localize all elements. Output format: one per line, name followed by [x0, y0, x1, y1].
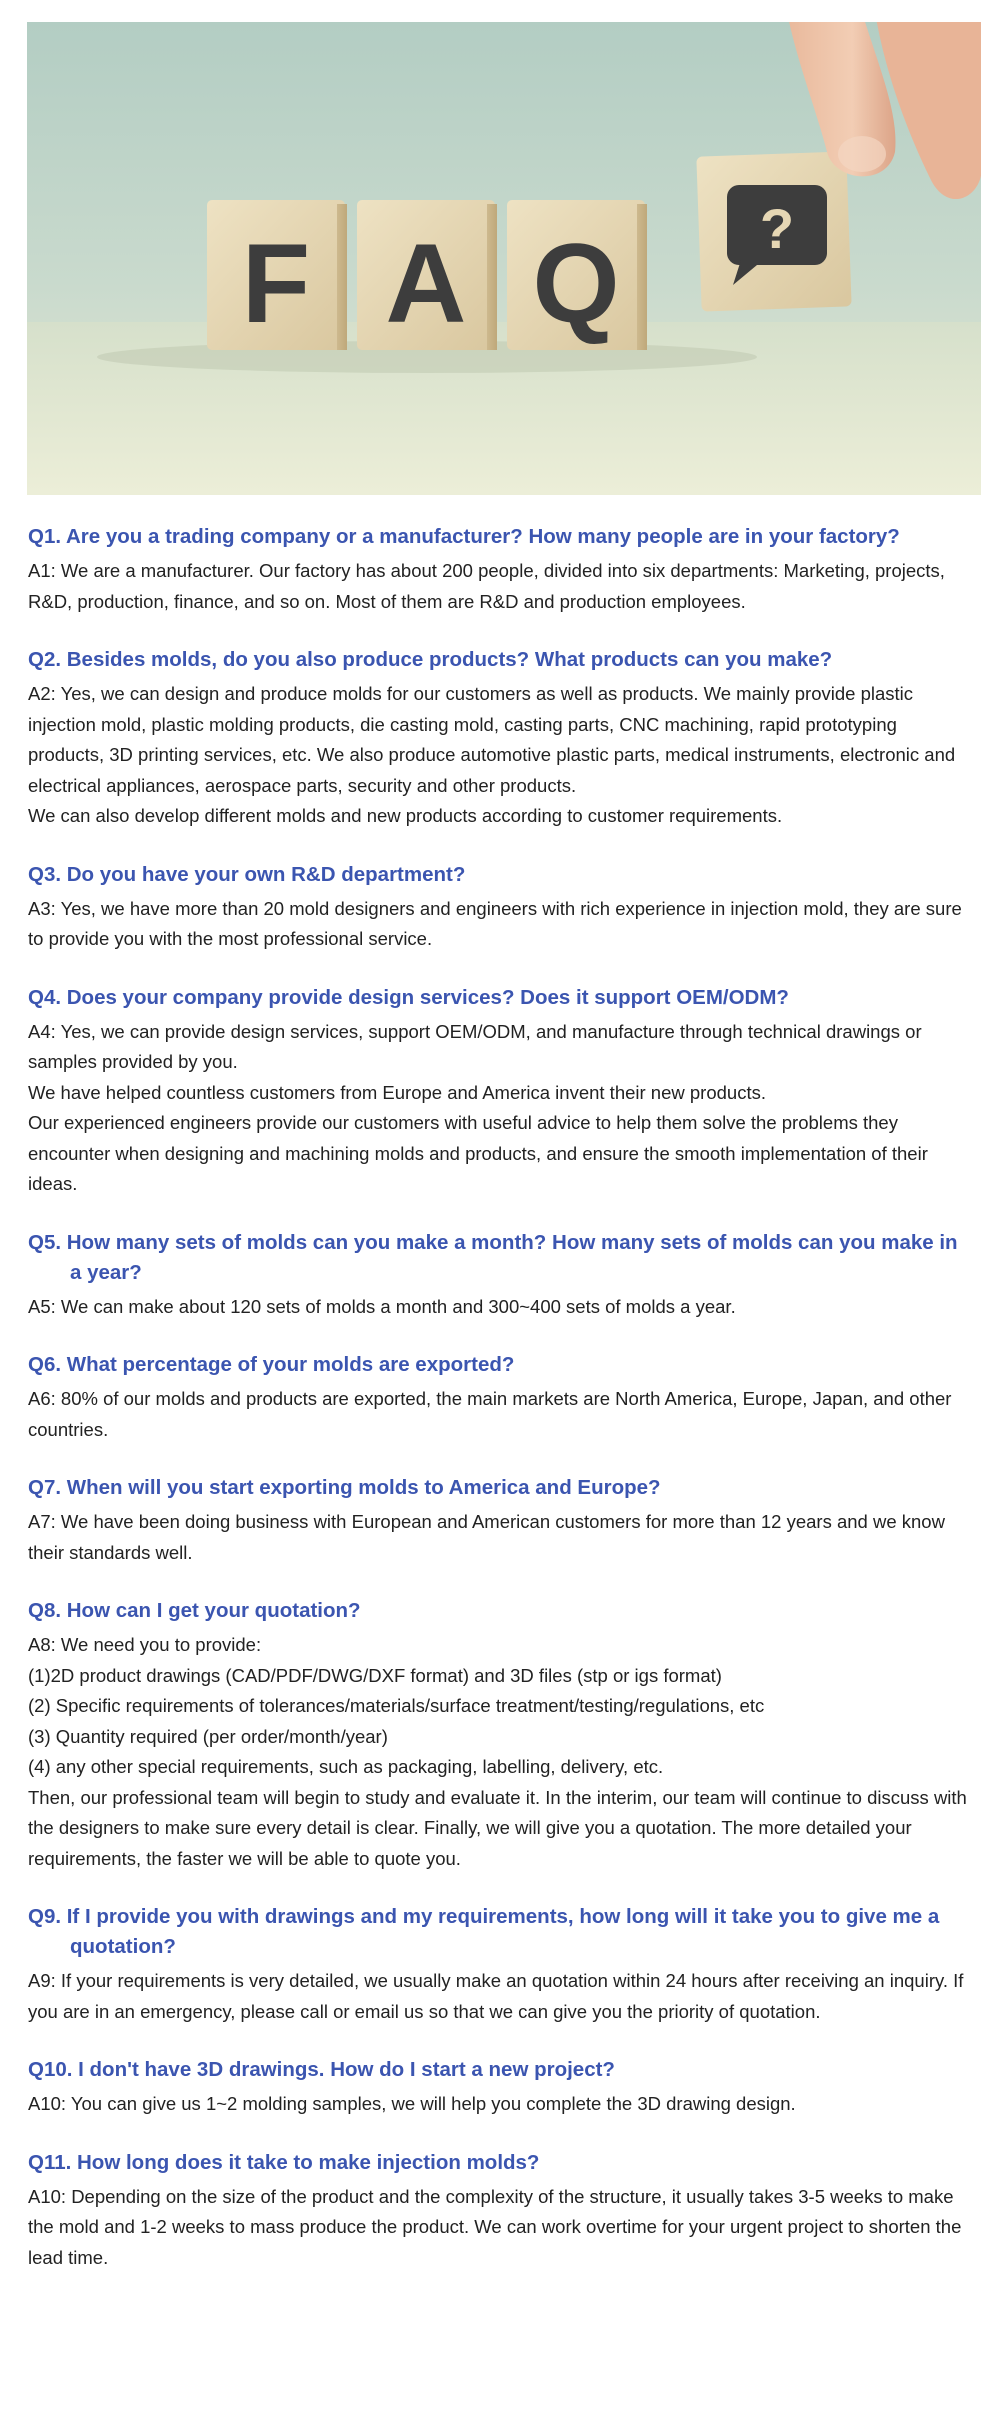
faq-answer-paragraph: Then, our professional team will begin to study and evaluate it. In the interim, our team will continue to discuss with the designers to make sure every detail is clear. Finally, we will give you a quotation. The more detailed your requirements, the faster we will be able to quote you. — [28, 1786, 967, 1869]
faq-answer — [28, 1292, 973, 1323]
faq-answer-paragraph: (2) Specific requirements of tolerances/materials/surface treatment/testing/regulations, etc — [28, 1695, 765, 1716]
tile-f — [207, 200, 347, 350]
faq-answer-paragraph: A1: We are a manufacturer. Our factory has about 200 people, divided into six departments: Marketing, projects, R&D, production, finance, and so on. Most of them are R&D and production employees. — [28, 560, 945, 612]
faq-question: Q9. If I provide you with drawings and my requirements, how long will it take you to give me a quotation? — [28, 1905, 940, 1958]
faq-question: Q10. I don't have 3D drawings. How do I start a new project? — [28, 2058, 615, 2081]
faq-answer-paragraph: A10: You can give us 1~2 molding samples, we will help you complete the 3D drawing design. — [28, 2093, 796, 2114]
faq-answer — [28, 1966, 973, 2027]
faq-item — [28, 522, 973, 617]
faq-list — [28, 522, 973, 2301]
faq-answer-paragraph: A6: 80% of our molds and products are exported, the main markets are North America, Europe, Japan, and other countries. — [28, 1388, 952, 1440]
faq-answer — [28, 556, 973, 617]
faq-answer-paragraph: (4) any other special requirements, such as packaging, labelling, delivery, etc. — [28, 1756, 664, 1777]
faq-answer-paragraph: A8: We need you to provide: — [28, 1634, 262, 1655]
faq-question: Q1. Are you a trading company or a manufacturer? How many people are in your factory? — [28, 525, 900, 548]
faq-answer-paragraph: We can also develop different molds and new products according to customer requirements. — [28, 805, 783, 826]
faq-item — [28, 860, 973, 955]
faq-item — [28, 2055, 973, 2120]
faq-item — [28, 1228, 973, 1323]
faq-question: Q3. Do you have your own R&D department? — [28, 862, 466, 886]
faq-answer — [28, 1017, 973, 1200]
faq-answer-paragraph: (1)2D product drawings (CAD/PDF/DWG/DXF format) and 3D files (stp or igs format) — [28, 1664, 722, 1686]
tile-question-bubble — [696, 151, 851, 311]
faq-answer — [28, 2089, 973, 2120]
faq-item — [28, 1350, 973, 1445]
tile-f-letter: F — [241, 221, 311, 346]
faq-item — [28, 2148, 973, 2274]
faq-item — [28, 983, 973, 1200]
faq-item — [28, 1596, 973, 1874]
faq-question: Q4. Does your company provide design services? Does it support OEM/ODM? — [28, 985, 789, 1009]
faq-question: Q7. When will you start exporting molds to America and Europe? — [28, 1476, 661, 1499]
faq-question: Q6. What percentage of your molds are exported? — [28, 1353, 515, 1376]
faq-item — [28, 1473, 973, 1568]
faq-answer-paragraph: A9: If your requirements is very detailed, we usually make an quotation within 24 hours after receiving an inquiry. If you are in an emergency, please call or email us so that we can give you the priority of quotation. — [28, 1970, 964, 2022]
question-mark-glyph: ? — [759, 197, 795, 260]
faq-answer-paragraph: A10: Depending on the size of the product and the complexity of the structure, it usually takes 3-5 weeks to make the mold and 1-2 weeks to mass produce the product. We can work overtime for your urgent project to shorten the lead time. — [28, 2185, 962, 2268]
tile-q-letter: Q — [532, 221, 620, 346]
faq-answer — [28, 2182, 973, 2274]
faq-answer — [28, 679, 973, 832]
faq-question: Q8. How can I get your quotation? — [28, 1599, 361, 1622]
faq-item — [28, 1902, 973, 2027]
faq-question: Q11. How long does it take to make injection molds? — [28, 2150, 540, 2174]
tile-a-letter: A — [385, 221, 467, 346]
faq-answer-paragraph: (3) Quantity required (per order/month/year) — [28, 1725, 388, 1747]
faq-answer — [28, 1384, 973, 1445]
faq-answer — [28, 1507, 973, 1568]
faq-answer-paragraph: A3: Yes, we have more than 20 mold designers and engineers with rich experience in injection mold, they are sure to provide you with the most professional service. — [28, 897, 962, 949]
faq-answer-paragraph: Our experienced engineers provide our customers with useful advice to help them solve the problems they encounter when designing and machining molds and products, and ensure the smooth implementation of their ideas. — [28, 1112, 928, 1194]
faq-question: Q5. How many sets of molds can you make a month? How many sets of molds can you make in a year? — [28, 1230, 958, 1284]
faq-answer-paragraph: A5: We can make about 120 sets of molds a month and 300~400 sets of molds a year. — [28, 1295, 736, 1317]
faq-hero-illustration — [27, 22, 981, 495]
faq-hero-image — [27, 22, 981, 495]
faq-answer-paragraph: A2: Yes, we can design and produce molds for our customers as well as products. We mainly provide plastic injection mold, plastic molding products, die casting mold, casting parts, CNC machining, rapid prototyping products, 3D printing services, etc. We also produce automotive plastic parts, medical instruments, electronic and electrical appliances, aerospace parts, security and other products. — [28, 683, 956, 796]
faq-answer — [28, 894, 973, 955]
faq-item — [28, 645, 973, 832]
faq-answer-paragraph: We have helped countless customers from Europe and America invent their new products. — [28, 1081, 766, 1103]
faq-answer-paragraph: A7: We have been doing business with European and American customers for more than 12 years and we know their standards well. — [28, 1511, 945, 1563]
faq-question: Q2. Besides molds, do you also produce products? What products can you make? — [28, 648, 833, 671]
faq-answer-paragraph: A4: Yes, we can provide design services, support OEM/ODM, and manufacture through technical drawings or samples provided by you. — [28, 1020, 922, 1072]
tile-a — [357, 200, 497, 350]
faq-answer — [28, 1630, 973, 1874]
tile-q — [507, 200, 647, 350]
